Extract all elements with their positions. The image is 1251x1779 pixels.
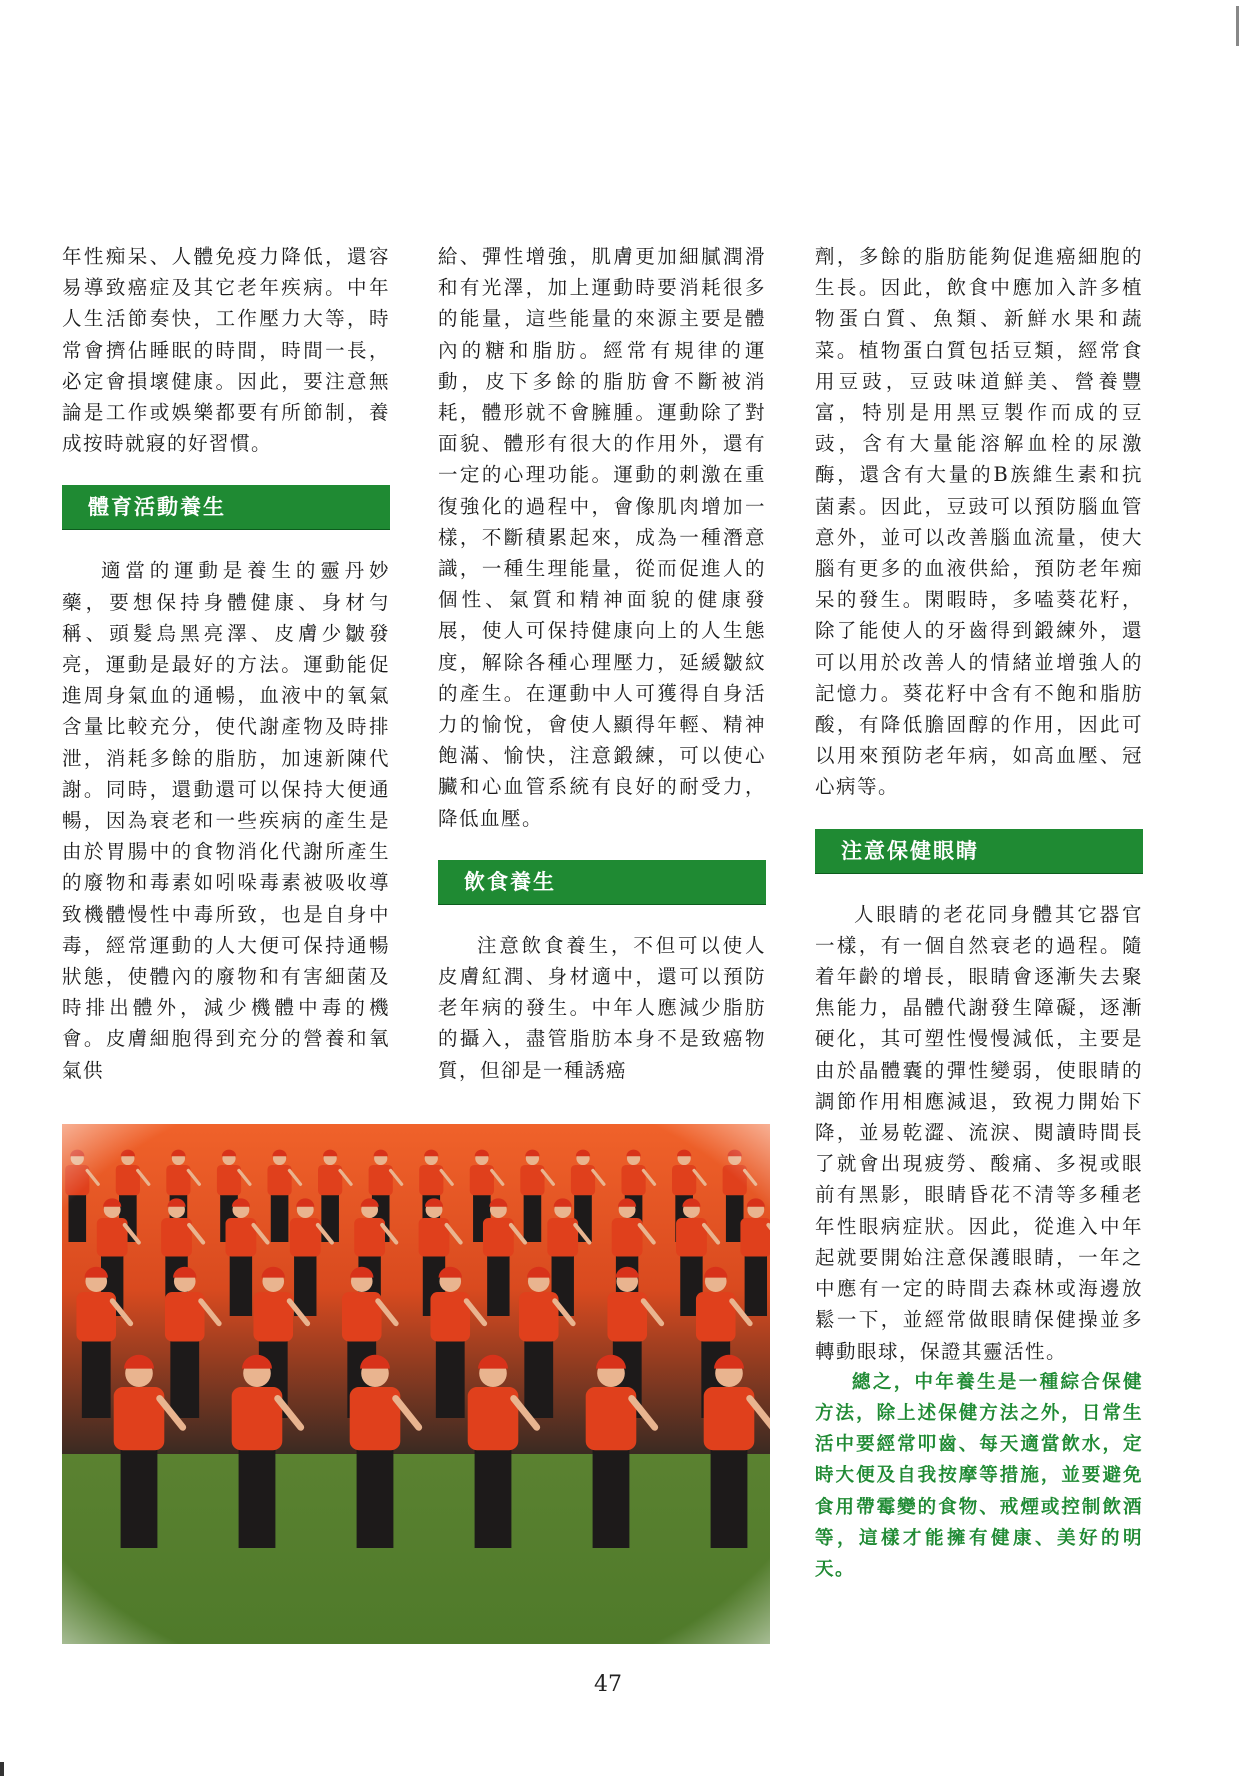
column-right-intro-paragraph: 劑，多餘的脂肪能夠促進癌細胞的生長。因此，飲食中應加入許多植物蛋白質、魚類、新鮮水果和蔬菜。植物蛋白質包括豆類，經常食用豆豉，豆豉味道鮮美、營養豐富，特別是用黑豆製作而成的豆豉，含有大量能溶解血栓的尿激酶，還含有大量的B族維生素和抗菌素。因此，豆豉可以預防腦血管意外，並可以改善腦血流量，使大腦有更多的血液供給，預防老年痴呆的發生。閑暇時，多嗑葵花籽，除了能使人的牙齒得到鍛練外，還可以用於改善人的情緒並增強人的記憶力。葵花籽中含有不飽和脂肪酸，有降低膽固醇的作用，因此可以用來預防老年病，如高血壓、冠心病等。	[815, 245, 1143, 799]
column-left-intro-paragraph: 年性痴呆、人體免疫力降低，還容易導致癌症及其它老年疾病。中年人生活節奏快，工作壓力大等，時常會擠佔睡眠的時間，時間一長，必定會損壞健康。因此，要注意無論是工作或娛樂都要有所節制，養成按時就寢的好習慣。	[62, 245, 390, 456]
section-heading-diet: 飲食養生	[438, 860, 766, 904]
section-heading-eyes: 注意保健眼睛	[815, 829, 1143, 873]
column-middle	[438, 241, 766, 1086]
tai-chi-group-photo	[62, 1124, 770, 1644]
scan-edge-mark	[0, 1762, 4, 1776]
eyes-body-paragraph: 人眼睛的老花同身體其它器官一樣，有一個自然衰老的過程。隨着年齡的增長，眼睛會逐漸失去聚焦能力，晶體代謝發生障礙，逐漸硬化，其可塑性慢慢減低，主要是由於晶體囊的彈性變弱，使眼睛的調節作用相應減退，致視力開始下降，並易乾澀、流淚、閱讀時間長了就會出現疲勞、酸痛、多視或眼前有黑影，眼睛昏花不清等多種老年性眼病症狀。因此，從進入中年起就要開始注意保護眼睛，一年之中應有一定的時間去森林或海邊放鬆一下，並經常做眼睛保健操並多轉動眼球，保證其靈活性。	[815, 902, 1143, 1363]
scan-margin-mark	[1236, 6, 1239, 46]
sports-body-paragraph: 適當的運動是養生的靈丹妙藥，要想保持身體健康、身材勻稱、頭髮烏黑亮澤、皮膚少皺發亮，運動是最好的方法。運動能促進周身氣血的通暢，血液中的氧氣含量比較充分，使代謝產物及時排泄，消耗多餘的脂肪，加速新陳代謝。同時，還動還可以保持大便通暢，因為衰老和一些疾病的產生是由於胃腸中的食物消化代謝所產生的廢物和毒素如吲哚毒素被吸收導致機體慢性中毒所致，也是自身中毒，經常運動的人大便可保持通暢狀態，使體內的廢物和有害細菌及時排出體外，減少機體中毒的機會。皮膚細胞得到充分的營養和氧氣供	[62, 559, 390, 1082]
column-left	[62, 241, 390, 1086]
summary-paragraph: 總之，中年養生是一種綜合保健方法，除上述保健方法之外，日常生活中要經常叩齒、每天適當飲水，定時大便及自我按摩等措施，並要避免食用帶霉變的食物、戒煙或控制飲酒等，這樣才能擁有健康、美好的明天。	[815, 1371, 1143, 1580]
column-right	[815, 241, 1143, 1585]
diet-body-paragraph: 注意飲食養生，不但可以使人皮膚紅潤、身材適中，還可以預防老年病的發生。中年人應減少脂肪的攝入，盡管脂肪本身不是致癌物質，但卻是一種誘癌	[438, 933, 766, 1082]
column-middle-intro-paragraph: 給、彈性增強，肌膚更加細膩潤滑和有光澤，加上運動時要消耗很多的能量，這些能量的來源主要是體內的糖和脂肪。經常有規律的運動，皮下多餘的脂肪會不斷被消耗，體形就不會臃腫。運動除了對面貌、體形有很大的作用外，還有一定的心理功能。運動的刺激在重復強化的過程中，會像肌肉增加一樣，不斷積累起來，成為一種潛意識，一種生理能量，從而促進人的個性、氣質和精神面貌的健康發展，使人可保持健康向上的人生態度，解除各種心理壓力，延緩皺紋的產生。在運動中人可獲得自身活力的愉悅，會使人顯得年輕、精神飽滿、愉快，注意鍛練，可以使心臟和心血管系統有良好的耐受力，降低血壓。	[438, 245, 766, 830]
page-number: 47	[594, 1672, 622, 1697]
section-heading-sports: 體育活動養生	[62, 485, 390, 529]
